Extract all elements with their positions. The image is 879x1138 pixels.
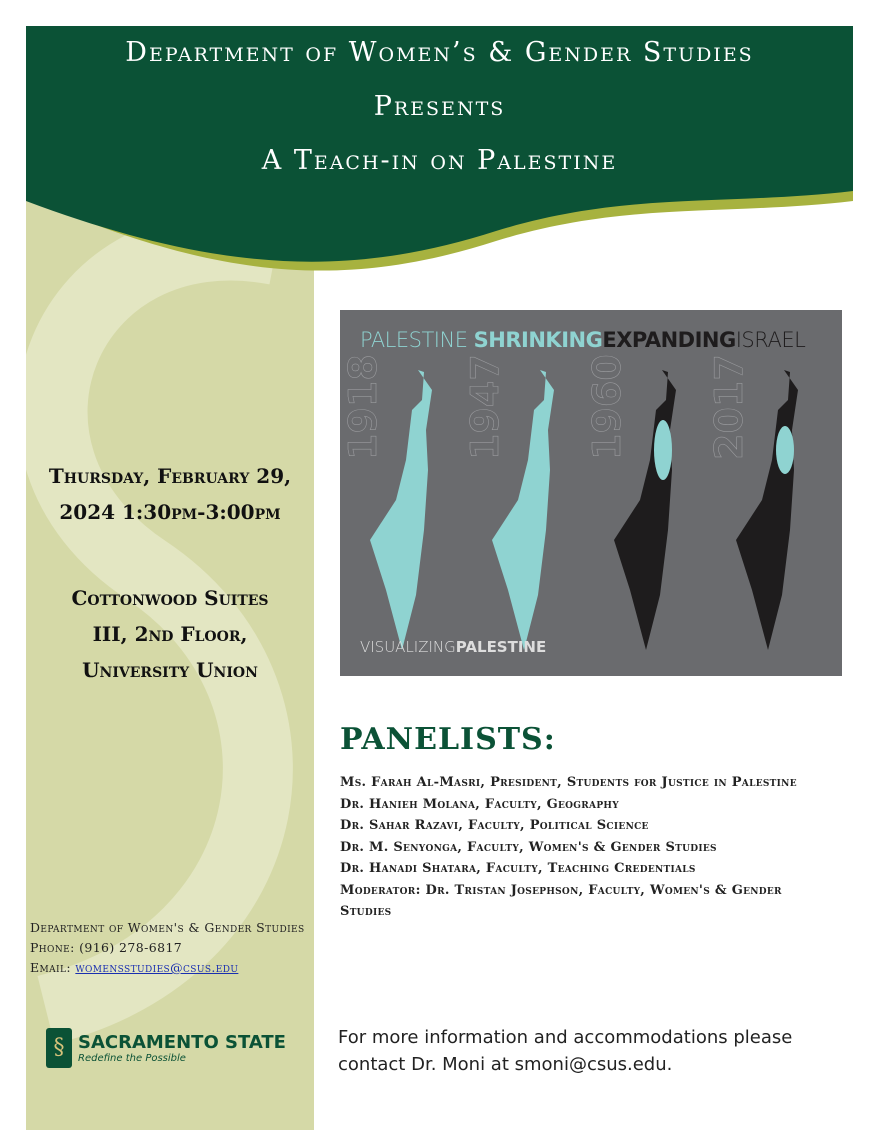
panelist: Moderator: Dr. Tristan Josephson, Faculty, Women's & Gender Studies: [340, 882, 782, 919]
email-label: Email:: [30, 960, 76, 975]
email-link[interactable]: womensstudies@csus.edu: [75, 960, 239, 975]
header-line-1: Department of Women’s & Gender Studies: [125, 37, 754, 68]
palestine-map-poster: [340, 310, 842, 676]
location-line: University Union: [82, 658, 258, 682]
more-info: For more information and accommodations please contact Dr. Moni at smoni@csus.edu.: [338, 1027, 793, 1075]
panelist: Dr. Sahar Razavi, Faculty, Political Science: [340, 818, 649, 833]
sacramento-state-logo: [46, 1028, 286, 1068]
panelists-list: [340, 772, 820, 923]
panelist: Dr. M. Senyonga, Faculty, Women's & Gender Studies: [340, 839, 717, 855]
panelists-heading: PANELISTS:: [340, 722, 556, 757]
location-line: Cottonwood Suites: [71, 586, 269, 610]
map-year-label: 1947: [463, 354, 507, 460]
panelist: Dr. Hanadi Shatara, Faculty, Teaching Credentials: [340, 861, 696, 876]
poster-title: PALESTINE SHRINKINGEXPANDINGISRAEL: [360, 328, 806, 352]
location-line: III, 2nd Floor,: [92, 622, 248, 646]
poster-footer: VISUALIZINGPALESTINE: [360, 638, 547, 656]
logo-tagline: Redefine the Possible: [78, 1052, 186, 1064]
event-location: [40, 580, 300, 688]
torch-icon: §: [46, 1028, 72, 1068]
panelist: Ms. Farah Al-Masri, President, Students for Justice in Palestine: [340, 775, 797, 790]
header-line-2: Presents: [373, 91, 506, 122]
map-year-label: 1960: [585, 354, 629, 460]
header-line-3: A Teach-in on Palestine: [261, 145, 618, 176]
contact-info: [30, 918, 305, 978]
panelist: Dr. Hanieh Molana, Faculty, Geography: [340, 796, 619, 812]
maps: [340, 310, 842, 676]
map-year-label: 1918: [341, 354, 385, 460]
west-bank-area: [776, 426, 794, 474]
west-bank-area: [654, 420, 672, 480]
header-title: [26, 26, 853, 188]
logo-name: SACRAMENTO STATE: [78, 1031, 286, 1053]
event-date: Thursday, February 29, 2024 1:30pm-3:00pm: [48, 464, 292, 524]
map-year-label: 2017: [707, 354, 751, 460]
contact-dept: Department of Women's & Gender Studies: [30, 920, 305, 935]
contact-phone: Phone: (916) 278-6817: [30, 940, 183, 955]
